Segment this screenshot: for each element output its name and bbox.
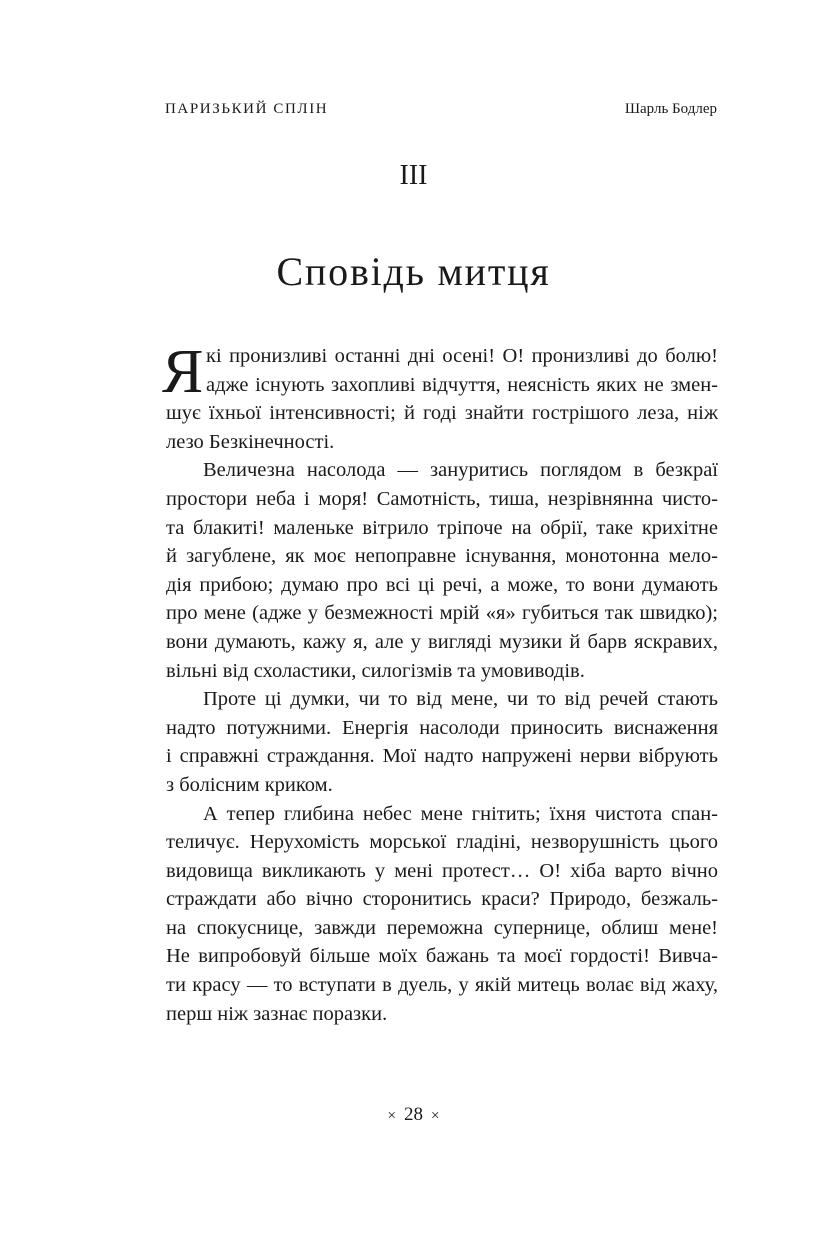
chapter-title: Сповідь митця xyxy=(276,249,551,294)
text-line: Величезна насолода — зануритись поглядом в безкраї xyxy=(203,459,718,482)
text-line: про мене (адже у безмежності мрій «я» губиться так швидко); xyxy=(166,602,718,625)
text-line: і справжні страждання. Мої надто напружені нерви вібрують xyxy=(166,745,718,768)
running-head-book-title: ПАРИЗЬКИЙ СПЛІН xyxy=(165,101,329,117)
body-text xyxy=(162,338,718,1028)
text-line: надто потужними. Енергія насолоди приносить виснаження xyxy=(166,716,718,739)
text-line: дія прибою; думаю про всі ці речі, а може, то вони думають xyxy=(166,573,718,596)
text-line: адже існують захопливі відчуття, неясність яких не змен- xyxy=(206,373,718,396)
text-line: вільні від схоластики, силогізмів та умовиводів. xyxy=(166,659,585,682)
text-line: кі пронизливі останні дні осені! О! пронизливі до болю! xyxy=(206,345,718,367)
text-line: Проте ці думки, чи то від мене, чи то від речей стають xyxy=(203,688,718,711)
chapter-number: III xyxy=(399,160,428,191)
text-line: з болісним криком. xyxy=(166,773,333,796)
text-line: шує їхньої інтенсивності; й годі знайти гострішого леза, ніж xyxy=(166,402,718,425)
folio-ornament-left: × xyxy=(387,1108,396,1124)
text-line: видовища викликають у мені протест… О! хіба варто вічно xyxy=(166,859,718,882)
text-line: перш ніж зазнає поразки. xyxy=(166,1002,388,1025)
drop-cap: Я xyxy=(162,338,204,406)
text-line: та блакиті! маленьке вітрило тріпоче на обрії, таке крихітне xyxy=(166,516,718,539)
text-line: страждати або вічно сторонитись краси? Природо, безжаль- xyxy=(166,888,718,911)
text-line: на спокуснице, завжди переможна супернице, облиш мене! xyxy=(166,916,718,939)
page-number: 28 xyxy=(404,1104,423,1125)
text-line: простори неба і моря! Самотність, тиша, незрівнянна чисто- xyxy=(166,487,718,510)
text-line: й загублене, як моє непоправне існування, монотонна мело- xyxy=(166,545,718,568)
text-line: вони думають, кажу я, але у вигляді музики й барв яскравих, xyxy=(166,630,718,653)
text-line: А тепер глибина небес мене гнітить; їхня чистота спан- xyxy=(203,802,718,825)
text-line: лезо Безкінечності. xyxy=(166,430,335,453)
text-line: ти красу — то вступати в дуель, у якій митець волає від жаху, xyxy=(166,974,718,997)
running-head-author: Шарль Бодлер xyxy=(624,101,717,117)
text-line: теличує. Нерухомість морської гладіні, незворушність цього xyxy=(166,831,718,854)
folio-ornament-right: × xyxy=(431,1108,440,1124)
page-folio xyxy=(0,1104,827,1126)
text-line: Не випробовуй більше моїх бажань та моєї гордості! Вивча- xyxy=(166,945,718,968)
